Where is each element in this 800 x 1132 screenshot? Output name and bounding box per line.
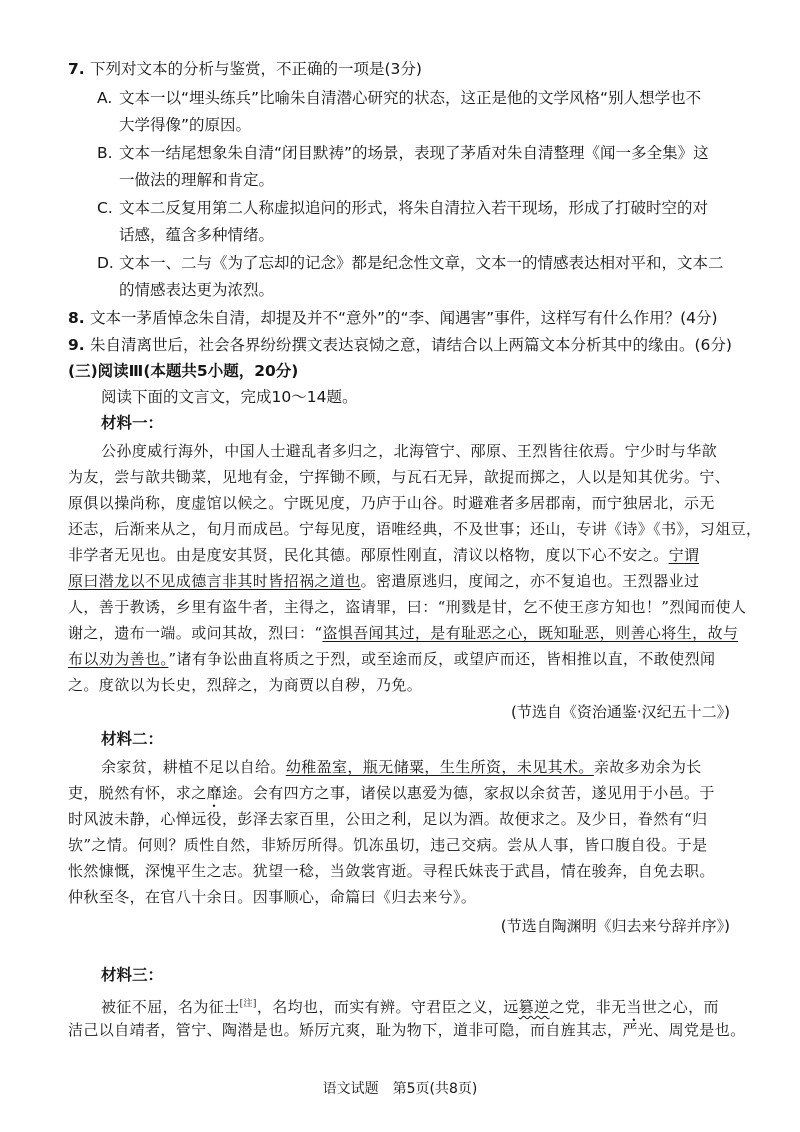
material-2-line: 怅然慷慨，深愧平生之志。犹望一稔，当敛裳宵逝。寻程氏妹丧于武昌，情在骏奔，自免去职。: [68, 862, 715, 880]
material-2-title: 材料二：: [101, 730, 164, 748]
question-text: 文本一茅盾悼念朱自清，却提及并不“意外”的“李、闻遇害”事件，这样写有什么作用？(4分): [90, 309, 718, 327]
option-b-line2: 一做法的理解和肯定。: [119, 171, 275, 189]
classical-text: 非学者无见也。由是度安其贤，民化其德。邴原性刚直，清议以格物，度以下心不安之。: [68, 546, 669, 564]
material-1-title: 材料一：: [101, 414, 164, 432]
section-heading: (三)阅读Ⅲ(本题共5小题，20分): [68, 362, 299, 380]
material-1-line: [68, 622, 738, 644]
option-a-line1: [97, 87, 701, 109]
emphasized-char: 当: [626, 998, 642, 1016]
classical-text: 亲故多劝余为长: [593, 758, 702, 776]
material-2-line: [101, 756, 702, 778]
material-2-line: 欤”之情。何则？质性自然，非矫厉所得。饥冻虽切，违己交病。尝从人事，皆口腹自役。于是: [68, 836, 708, 854]
material-1-line: 之。度欲以为长史，烈辞之，为商贾以自秽，乃免。: [68, 676, 423, 694]
question-number: 8.: [68, 309, 85, 327]
underlined-sentence: 布以劝为善也。: [68, 650, 169, 668]
material-2-line: 仲秋至冬，在官八十余日。因事顺心，命篇曰《归去来兮》。: [68, 888, 477, 906]
question-number: 7.: [68, 60, 85, 78]
option-text: 文本二反复用第二人称虚拟追问的形式，将朱自清拉入若干现场，形成了打破时空的对: [119, 199, 709, 217]
question-8: [68, 307, 718, 329]
material-2-line: [68, 782, 715, 811]
classical-text: 世之心，而: [641, 998, 719, 1016]
wavy-underlined-word: 篡逆: [518, 998, 550, 1016]
option-c-line2: 话感，蕴含多种情绪。: [119, 226, 275, 244]
material-1-line: 为友，尝与歆共锄菜，见地有金，宁挥锄不顾，与瓦石无异，歆捉而掷之，人以是知其优劣。宁、: [68, 468, 731, 486]
underlined-sentence: 原曰潜龙以不见成德言非其时皆招祸之道也: [68, 572, 361, 590]
underlined-sentence: 宁谓: [668, 546, 700, 564]
page-footer: 语文试题 第5页(共8页): [322, 1081, 478, 1097]
material-1-line: [68, 544, 699, 566]
material-1-source: (节选自《资治通鉴·汉纪五十二》): [511, 703, 730, 721]
option-label: B.: [97, 144, 113, 162]
question-number: 9.: [68, 336, 85, 354]
option-d-line2: 的情感表达更为浓烈。: [119, 281, 275, 299]
material-3-title: 材料三：: [101, 966, 164, 984]
classical-text: 。密遣原逃归，度闻之，亦不复追也。王烈器业过: [360, 572, 700, 590]
question-text: 下列对文本的分析与鉴赏，不正确的一项是(3分): [90, 60, 422, 78]
option-text: 文本一、二与《为了忘却的记念》都是纪念性文章，文本一的情感表达相对平和，文本二: [119, 254, 724, 272]
material-2-line: 时风波未静，心惮远役，彭泽去家百里，公田之利，足以为酒。故便求之。及少日，眷然有“归: [68, 810, 708, 828]
material-1-line: 公孙度威行海外，中国人士避乱者多归之，北海管宁、邴原、王烈皆往依焉。宁少时与华歆: [101, 442, 718, 460]
material-1-line: 人，善于教诱，乡里有盗牛者，主得之，盗请罪，曰：“刑戮是甘，乞不使王彦方知也！”烈闻而使人: [68, 598, 747, 616]
question-text: 朱自清离世后，社会各界纷纷撰文表达哀恸之意，请结合以上两篇文本分析其中的缘由。(6分): [90, 336, 732, 354]
emphasized-char: 靡: [206, 784, 223, 802]
option-text: 文本一结尾想象朱自清“闭目默祷”的场景，表现了茅盾对朱自清整理《闻一多全集》这: [119, 144, 709, 162]
classical-text: 谢之，遗布一端。或问其故，烈曰：“: [68, 624, 323, 642]
option-b-line1: [97, 142, 709, 164]
material-3-line: 洁己以自靖者，管宁、陶潜是也。矫厉亢爽，耻为物下，道非可隐，而自旌其志，严光、周党是也。: [68, 1021, 746, 1039]
option-label: C.: [97, 199, 113, 217]
option-label: D.: [97, 254, 114, 272]
option-text: 文本一以“埋头练兵”比喻朱自清潜心研究的状态，这正是他的文学风格“别人想学也不: [119, 89, 702, 107]
option-c-line1: [97, 197, 708, 219]
material-2-source: (节选自陶渊明《归去来兮辞并序》): [500, 917, 730, 935]
classical-text: 之党，非无: [549, 998, 627, 1016]
footnote-marker: [注]: [239, 999, 257, 1009]
question-7-stem: [68, 58, 422, 80]
material-1-line: [68, 648, 715, 670]
classical-text: ”诸有争讼曲直将质之于烈，或至途而反，或望庐而还，皆相推以直，不敢使烈闻: [168, 650, 716, 668]
underlined-sentence: 幼稚盈室，瓶无储粟，生生所资，未见其术。: [285, 758, 594, 776]
classical-text: 余家贫，耕植不足以自给。: [101, 758, 286, 776]
classical-text: 吏，脱然有怀，求之: [68, 784, 207, 802]
option-d-line1: [97, 252, 724, 274]
option-a-line2: 大学得像”的原因。: [119, 116, 252, 134]
underlined-sentence: 盗惧吾闻其过，是有耻恶之心，既知耻恶，则善心将生，故与: [322, 624, 739, 642]
material-1-line: [68, 570, 699, 592]
question-9: [68, 334, 732, 356]
material-1-line: 还志，后渐来从之，旬月而成邑。宁每见度，语唯经典，不及世事；还山，专讲《诗》《书》，习俎豆，: [68, 520, 762, 538]
material-1-line: 原俱以操尚称，度虚馆以候之。宁既见度，乃庐于山谷。时避难者多居郡南，而宁独居北，示无: [68, 494, 715, 512]
classical-text: 被征不屈，名为征士: [101, 998, 240, 1016]
section-instruction: 阅读下面的文言文，完成10～14题。: [101, 388, 358, 406]
classical-text: ，名均也，而实有辨。守君臣之义，远: [256, 998, 519, 1016]
classical-text: 途。会有四方之事，诸侯以惠爱为德，家叔以余贫苦，遂见用于小邑。于: [222, 784, 715, 802]
option-label: A.: [97, 89, 113, 107]
